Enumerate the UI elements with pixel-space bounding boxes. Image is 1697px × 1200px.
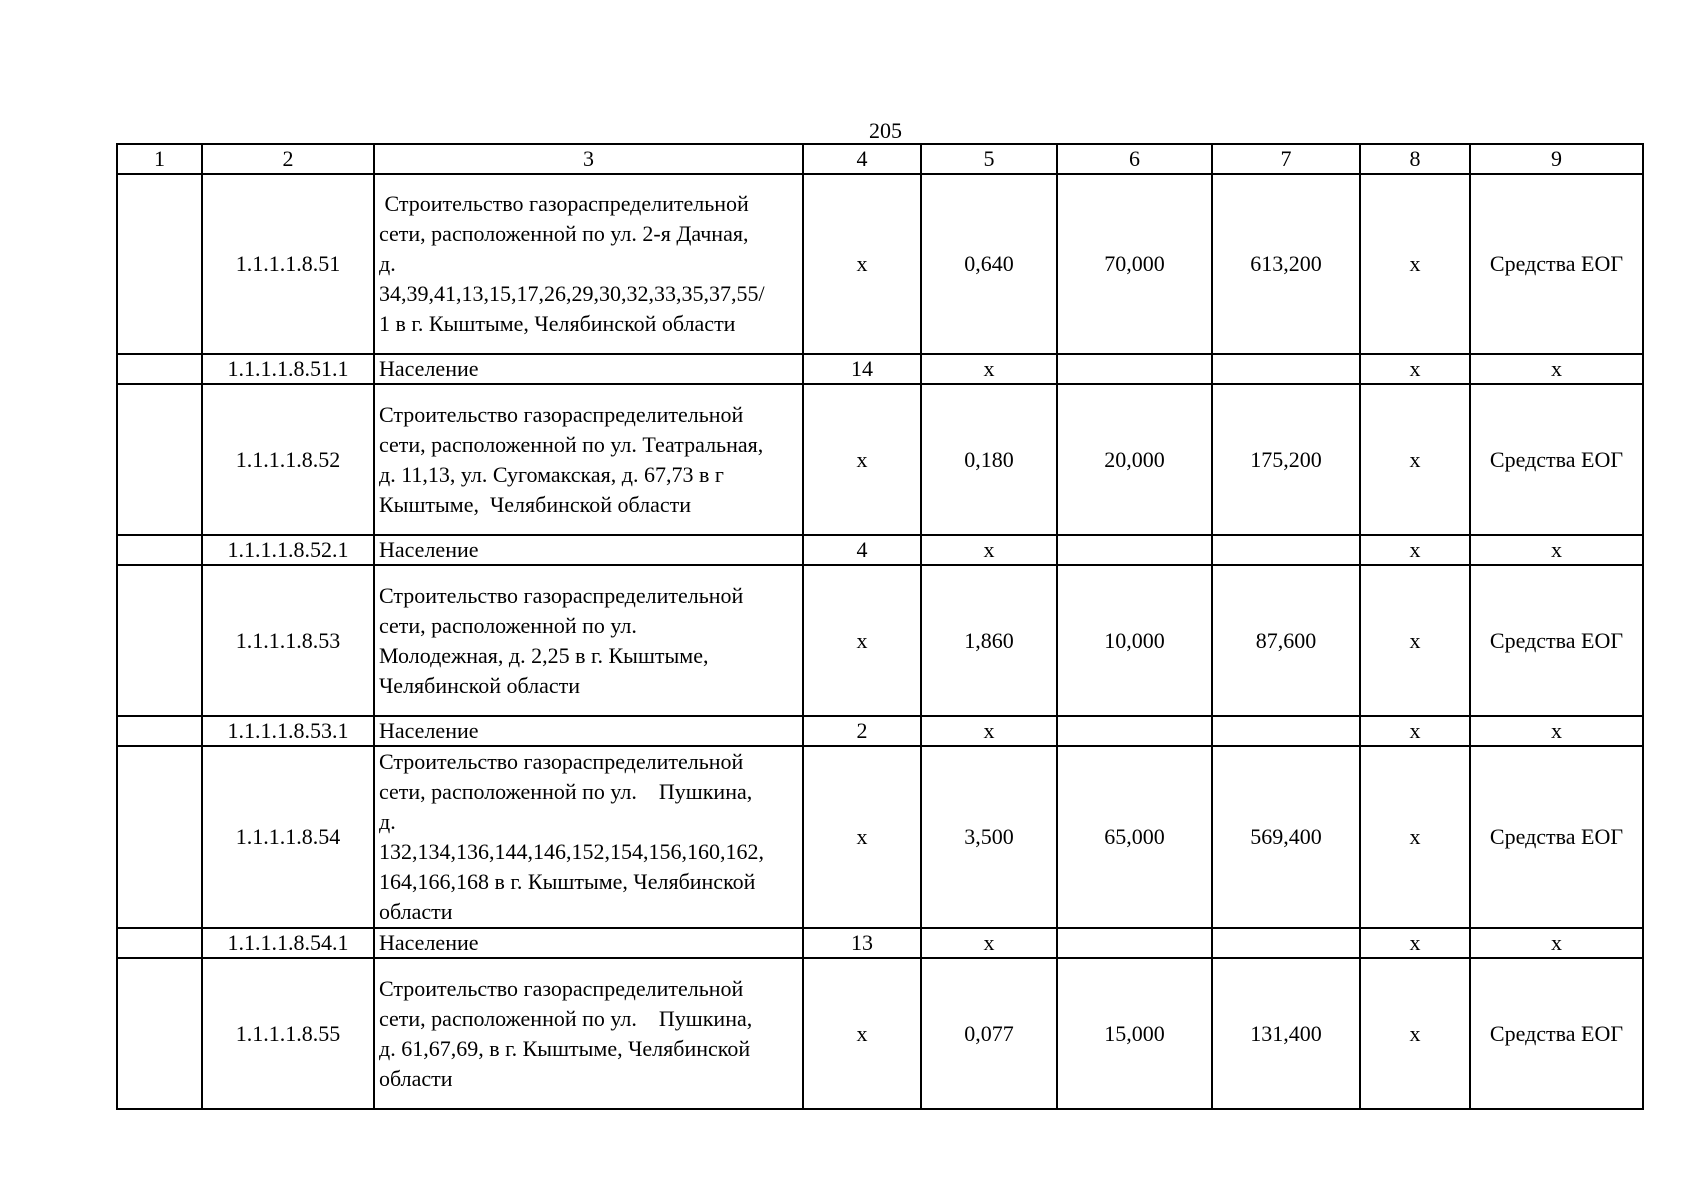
- table-header-row: [117, 144, 1643, 174]
- description-line: Строительство газораспределительной: [379, 582, 744, 608]
- cell-col7: [1212, 716, 1360, 746]
- cell-col6: 10,000: [1057, 565, 1212, 716]
- description-line: 164,166,168 в г. Кыштыме, Челябинской: [379, 869, 756, 894]
- column-header: 6: [1057, 144, 1212, 174]
- cell-col8: х: [1360, 384, 1470, 535]
- column-header: 3: [374, 144, 803, 174]
- cell-code: 1.1.1.1.8.54.1: [202, 928, 374, 958]
- cell-col8: х: [1360, 746, 1470, 928]
- page-number: 205: [869, 118, 902, 143]
- description-line: д.: [379, 251, 396, 276]
- description-line: сети, расположенной по ул. Театральная,: [379, 431, 764, 457]
- cell-col1: [117, 354, 202, 384]
- cell-col6: 20,000: [1057, 384, 1212, 535]
- cell-code: 1.1.1.1.8.52: [202, 384, 374, 535]
- description-line: сети, расположенной по ул.: [379, 612, 637, 638]
- cell-col7: [1212, 535, 1360, 565]
- column-header: 9: [1470, 144, 1643, 174]
- cell-description: [374, 565, 803, 716]
- cell-col9: Средства ЕОГ: [1470, 174, 1643, 354]
- cell-col5: х: [921, 716, 1057, 746]
- description-line: 34,39,41,13,15,17,26,29,30,32,33,35,37,55/: [379, 281, 765, 306]
- cell-code: 1.1.1.1.8.53: [202, 565, 374, 716]
- column-header: 2: [202, 144, 374, 174]
- description-line: Население: [379, 930, 479, 955]
- cell-col6: 15,000: [1057, 958, 1212, 1109]
- cell-description: [374, 716, 803, 746]
- cell-col9: х: [1470, 716, 1643, 746]
- column-header: 5: [921, 144, 1057, 174]
- description-line: Строительство газораспределительной: [379, 401, 744, 427]
- cell-col8: х: [1360, 174, 1470, 354]
- cell-col1: [117, 928, 202, 958]
- description-line: 1 в г. Кыштыме, Челябинской области: [379, 311, 736, 336]
- cell-col7: 131,400: [1212, 958, 1360, 1109]
- description-line: Строительство газораспределительной: [379, 975, 744, 1001]
- description-line: д.: [379, 809, 396, 834]
- description-line: Молодежная, д. 2,25 в г. Кыштыме,: [379, 642, 709, 668]
- column-header: 1: [117, 144, 202, 174]
- cell-col6: 70,000: [1057, 174, 1212, 354]
- description-line: Население: [379, 356, 479, 381]
- data-table: [116, 143, 1644, 1110]
- cell-col4: 14: [803, 354, 921, 384]
- cell-col1: [117, 174, 202, 354]
- cell-col9: Средства ЕОГ: [1470, 565, 1643, 716]
- cell-col7: [1212, 928, 1360, 958]
- cell-col7: [1212, 354, 1360, 384]
- cell-col5: 0,640: [921, 174, 1057, 354]
- cell-col7: 613,200: [1212, 174, 1360, 354]
- description-line: Кыштыме, Челябинской области: [379, 491, 692, 517]
- description-line: 132,134,136,144,146,152,154,156,160,162,: [379, 839, 764, 864]
- cell-col5: 3,500: [921, 746, 1057, 928]
- table-row-population: [117, 928, 1643, 958]
- cell-col1: [117, 535, 202, 565]
- cell-col6: [1057, 716, 1212, 746]
- cell-col8: х: [1360, 716, 1470, 746]
- cell-code: 1.1.1.1.8.53.1: [202, 716, 374, 746]
- cell-col8: х: [1360, 958, 1470, 1109]
- cell-col5: х: [921, 928, 1057, 958]
- cell-code: 1.1.1.1.8.51: [202, 174, 374, 354]
- description-line: Население: [379, 718, 479, 743]
- cell-col8: х: [1360, 535, 1470, 565]
- table-row: [117, 384, 1643, 535]
- column-header: 8: [1360, 144, 1470, 174]
- table-body: [117, 144, 1643, 1109]
- description-line: Строительство газораспределительной: [379, 191, 749, 216]
- cell-col1: [117, 958, 202, 1109]
- description-line: д. 61,67,69, в г. Кыштыме, Челябинской: [379, 1035, 751, 1061]
- table-row: [117, 746, 1643, 928]
- table-row-population: [117, 716, 1643, 746]
- cell-col8: х: [1360, 354, 1470, 384]
- cell-description: [374, 928, 803, 958]
- cell-col4: х: [803, 384, 921, 535]
- cell-col4: х: [803, 746, 921, 928]
- cell-col5: 0,077: [921, 958, 1057, 1109]
- cell-col9: Средства ЕОГ: [1470, 746, 1643, 928]
- table-row: [117, 958, 1643, 1109]
- cell-col1: [117, 746, 202, 928]
- column-header: 7: [1212, 144, 1360, 174]
- description-line: Строительство газораспределительной: [379, 749, 744, 774]
- cell-col9: х: [1470, 535, 1643, 565]
- column-header: 4: [803, 144, 921, 174]
- description-line: сети, расположенной по ул. Пушкина,: [379, 1005, 753, 1031]
- cell-col5: 0,180: [921, 384, 1057, 535]
- table-row-population: [117, 535, 1643, 565]
- description-line: Население: [379, 537, 479, 562]
- cell-code: 1.1.1.1.8.54: [202, 746, 374, 928]
- cell-col1: [117, 716, 202, 746]
- cell-col6: 65,000: [1057, 746, 1212, 928]
- cell-description: [374, 746, 803, 928]
- cell-col4: 2: [803, 716, 921, 746]
- cell-col8: х: [1360, 928, 1470, 958]
- cell-col4: х: [803, 565, 921, 716]
- description-line: сети, расположенной по ул. Пушкина,: [379, 779, 753, 804]
- cell-col4: 4: [803, 535, 921, 565]
- table-row: [117, 565, 1643, 716]
- cell-col1: [117, 565, 202, 716]
- description-line: д. 11,13, ул. Сугомакская, д. 67,73 в г: [379, 461, 724, 487]
- cell-description: [374, 384, 803, 535]
- cell-col8: х: [1360, 565, 1470, 716]
- cell-col4: х: [803, 958, 921, 1109]
- description-line: области: [379, 899, 453, 924]
- cell-col9: Средства ЕОГ: [1470, 384, 1643, 535]
- cell-col5: 1,860: [921, 565, 1057, 716]
- cell-description: [374, 958, 803, 1109]
- description-line: Челябинской области: [379, 672, 581, 698]
- cell-col6: [1057, 535, 1212, 565]
- cell-col5: х: [921, 535, 1057, 565]
- cell-col1: [117, 384, 202, 535]
- cell-col7: 87,600: [1212, 565, 1360, 716]
- cell-description: [374, 535, 803, 565]
- table-row: [117, 174, 1643, 354]
- cell-col4: 13: [803, 928, 921, 958]
- description-line: области: [379, 1065, 453, 1091]
- cell-col6: [1057, 928, 1212, 958]
- cell-col4: х: [803, 174, 921, 354]
- cell-description: [374, 354, 803, 384]
- table-row-population: [117, 354, 1643, 384]
- cell-col6: [1057, 354, 1212, 384]
- cell-description: [374, 174, 803, 354]
- cell-col9: х: [1470, 354, 1643, 384]
- cell-col5: х: [921, 354, 1057, 384]
- cell-col7: 569,400: [1212, 746, 1360, 928]
- cell-col9: х: [1470, 928, 1643, 958]
- cell-code: 1.1.1.1.8.55: [202, 958, 374, 1109]
- cell-code: 1.1.1.1.8.52.1: [202, 535, 374, 565]
- cell-col7: 175,200: [1212, 384, 1360, 535]
- cell-col9: Средства ЕОГ: [1470, 958, 1643, 1109]
- cell-code: 1.1.1.1.8.51.1: [202, 354, 374, 384]
- description-line: сети, расположенной по ул. 2-я Дачная,: [379, 221, 749, 246]
